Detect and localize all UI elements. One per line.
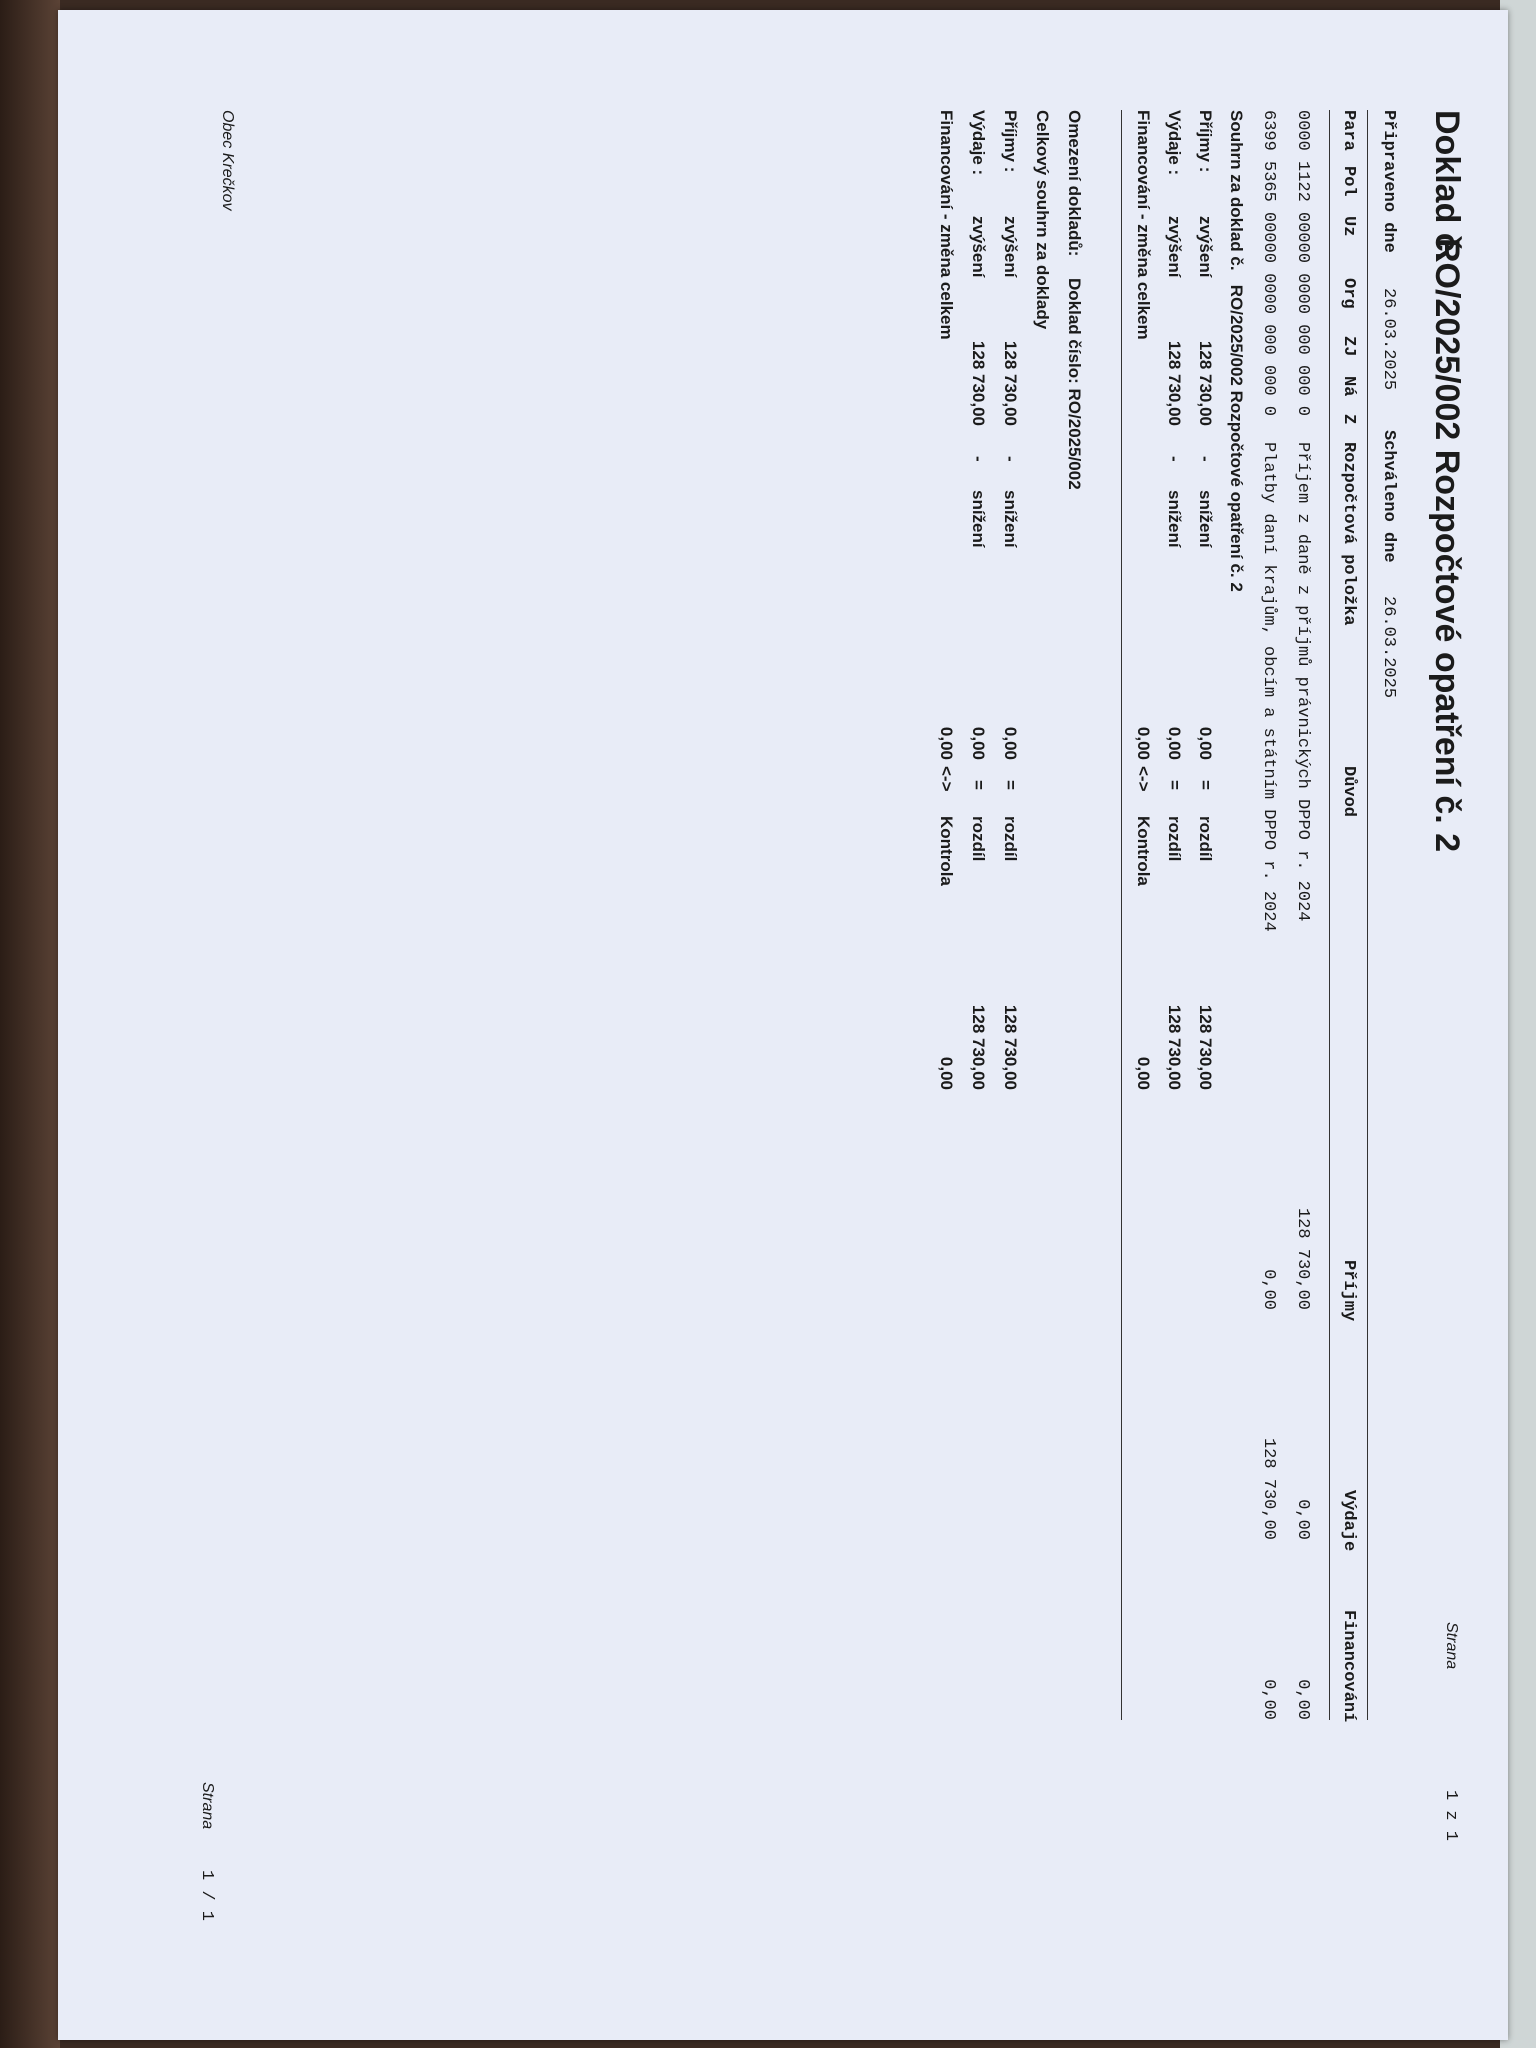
summary-prijmy-dec: 0,00 xyxy=(1196,726,1215,760)
total-vydaje-dec-label: snížení xyxy=(969,490,988,548)
total-vydaje-op2: = xyxy=(969,780,988,790)
summary-fin-value: 0,00 xyxy=(1134,726,1153,760)
total-fin-op: <-> xyxy=(937,766,956,792)
row2-vydaje: 128 730,00 xyxy=(1259,1437,1278,1540)
summary-heading: Souhrn za doklad č. RO/2025/002 Rozpočtové opatření č. 2 xyxy=(1227,110,1246,592)
summary-prijmy-op1: - xyxy=(1196,456,1215,462)
row2-codes: 6399 5365 00000 0000 000 000 0 xyxy=(1259,110,1278,417)
summary-prijmy-label: Příjmy : xyxy=(1196,110,1215,173)
total-fin-value: 0,00 xyxy=(937,726,956,760)
col-duvod: Důvod xyxy=(1339,766,1358,818)
prepared-label: Připraveno dne xyxy=(1379,110,1398,253)
summary-vydaje-op2: = xyxy=(1165,780,1184,790)
col-uz: Uz xyxy=(1339,216,1358,237)
row1-prijmy: 128 730,00 xyxy=(1293,1207,1312,1310)
limits-value: Doklad číslo: RO/2025/002 xyxy=(1065,278,1084,490)
total-vydaje-label: Výdaje : xyxy=(969,110,988,176)
col-pol: Pol xyxy=(1339,166,1358,197)
summary-vydaje-dec: 0,00 xyxy=(1165,726,1184,760)
col-zj: ZJ xyxy=(1339,336,1358,357)
total-prijmy-inc: 128 730,00 xyxy=(1001,340,1020,426)
desk-edge xyxy=(0,0,60,2048)
row2-text: Platby daní krajům, obcím a státním DPPO r. 2024 xyxy=(1259,442,1278,932)
total-prijmy-label: Příjmy : xyxy=(1001,110,1020,173)
summary-fin-res: 0,00 xyxy=(1134,1056,1153,1090)
summary-rule xyxy=(1121,110,1122,1720)
summary-prijmy-inc-label: zvýšení xyxy=(1196,216,1215,278)
total-vydaje-op1: - xyxy=(969,456,988,462)
summary-prijmy-op2: = xyxy=(1196,780,1215,790)
summary-prijmy-inc: 128 730,00 xyxy=(1196,340,1215,426)
summary-vydaje-inc: 128 730,00 xyxy=(1165,340,1184,426)
col-org: Org xyxy=(1339,278,1358,309)
total-prijmy-dec: 0,00 xyxy=(1001,726,1020,760)
summary-vydaje-op1: - xyxy=(1165,456,1184,462)
summary-prijmy-res-label: rozdíl xyxy=(1196,816,1215,862)
total-vydaje-inc-label: zvýšení xyxy=(969,216,988,278)
col-prijmy: Příjmy xyxy=(1339,1260,1358,1322)
row1-codes: 0000 1122 00000 0000 000 000 0 xyxy=(1293,110,1312,417)
total-vydaje-res: 128 730,00 xyxy=(969,1004,988,1090)
summary-vydaje-res: 128 730,00 xyxy=(1165,1004,1184,1090)
summary-vydaje-res-label: rozdíl xyxy=(1165,816,1184,862)
total-fin-label: Financování - změna celkem xyxy=(937,110,956,340)
paper-sheet xyxy=(58,10,1508,2040)
total-prijmy-inc-label: zvýšení xyxy=(1001,216,1020,278)
total-prijmy-op1: - xyxy=(1001,456,1020,462)
document-page xyxy=(58,10,1498,2010)
summary-fin-label: Financování - změna celkem xyxy=(1134,110,1153,340)
prepared-value: 26.03.2025 xyxy=(1379,288,1398,391)
header-rule-bottom xyxy=(1329,110,1330,1720)
total-fin-res-label: Kontrola xyxy=(937,816,956,886)
footer-page-label: Strana xyxy=(199,1782,216,1830)
doc-title-prefix: Doklad č. xyxy=(1428,110,1466,262)
approved-label: Schváleno dne xyxy=(1379,430,1398,563)
col-financovani: Financování xyxy=(1339,1610,1358,1723)
doc-title: RO/2025/002 Rozpočtové opatření č. 2 xyxy=(1428,238,1466,853)
footer-org: Obec Krečkov xyxy=(219,110,236,211)
total-vydaje-res-label: rozdíl xyxy=(969,816,988,862)
total-prijmy-op2: = xyxy=(1001,780,1020,790)
summary-vydaje-inc-label: zvýšení xyxy=(1165,216,1184,278)
col-z: Z xyxy=(1339,414,1358,425)
total-prijmy-dec-label: snížení xyxy=(1001,490,1020,548)
row2-prijmy: 0,00 xyxy=(1259,1269,1278,1310)
total-prijmy-res: 128 730,00 xyxy=(1001,1004,1020,1090)
summary-fin-op: <-> xyxy=(1134,766,1153,792)
page-label-top: Strana xyxy=(1443,1622,1460,1670)
footer-page-value: 1 / 1 xyxy=(197,1870,216,1922)
total-fin-res: 0,00 xyxy=(937,1056,956,1090)
row1-vydaje: 0,00 xyxy=(1293,1499,1312,1540)
col-para: Para xyxy=(1339,110,1358,151)
col-rozpoctova-polozka: Rozpočtová položka xyxy=(1339,442,1358,626)
header-rule-top xyxy=(1367,110,1368,1720)
summary-vydaje-label: Výdaje : xyxy=(1165,110,1184,176)
total-heading: Celkový souhrn za doklady xyxy=(1033,110,1052,330)
page-value-top: 1 z 1 xyxy=(1441,1790,1460,1842)
row1-text: Příjem z daně z příjmů právnických DPPO r. 2024 xyxy=(1293,442,1312,922)
row2-financovani: 0,00 xyxy=(1259,1679,1278,1720)
summary-prijmy-dec-label: snížení xyxy=(1196,490,1215,548)
summary-fin-res-label: Kontrola xyxy=(1134,816,1153,886)
row1-financovani: 0,00 xyxy=(1293,1679,1312,1720)
total-prijmy-res-label: rozdíl xyxy=(1001,816,1020,862)
limits-label: Omezení dokladů: xyxy=(1065,110,1084,257)
col-vydaje: Výdaje xyxy=(1339,1490,1358,1552)
summary-prijmy-res: 128 730,00 xyxy=(1196,1004,1215,1090)
total-vydaje-dec: 0,00 xyxy=(969,726,988,760)
total-vydaje-inc: 128 730,00 xyxy=(969,340,988,426)
approved-value: 26.03.2025 xyxy=(1379,596,1398,699)
summary-vydaje-dec-label: snížení xyxy=(1165,490,1184,548)
col-na: Ná xyxy=(1339,376,1358,397)
